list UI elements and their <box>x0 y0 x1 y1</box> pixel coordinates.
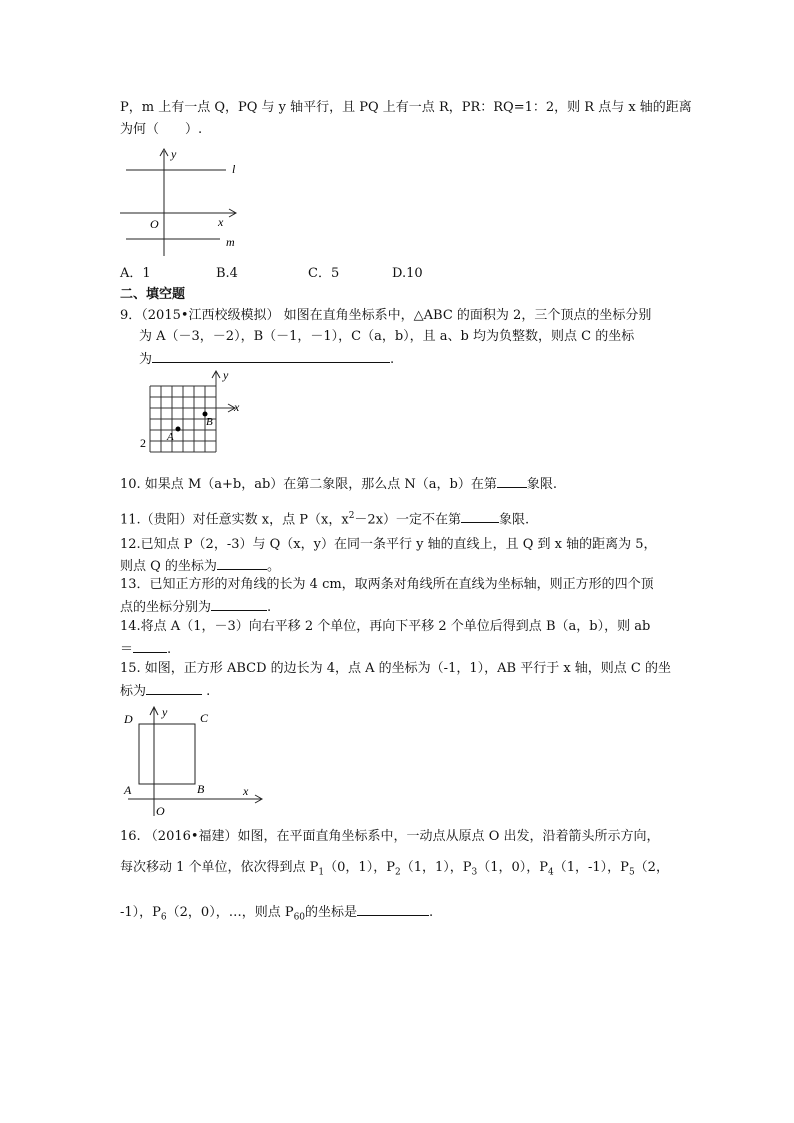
q13-text-line1: 13．已知正方形的对角线的长为 4 cm，取两条对角线所在直线为坐标轴，则正方形的四个顶 <box>120 577 654 592</box>
q15-vertex-a: A <box>124 783 132 797</box>
section-heading-fill-in: 二、填空题 <box>120 287 186 302</box>
q9-left-label: 2 <box>140 436 146 450</box>
q14-answer-blank <box>133 638 167 653</box>
q16-l3-t2: 的坐标是 <box>305 905 358 920</box>
q8-text-line2: 为何（ ）. <box>120 122 203 137</box>
q15-x-axis-label: x <box>243 784 249 798</box>
q16-text-line2 <box>120 858 669 883</box>
q16-l2-t2: （1，1），P <box>400 860 472 875</box>
q11-prefix: 11.（贵阳）对任意实数 x，点 P（x，x <box>120 512 349 528</box>
q15-text-line2 <box>120 680 210 702</box>
q9-line3-suffix: . <box>390 352 395 367</box>
q16-sub-60: 60 <box>293 912 306 923</box>
q15-vertex-c: C <box>200 711 209 725</box>
q16-l3-t1: （2，0），…，则点 P <box>166 905 294 920</box>
q16-l2-t3: （1，0），P <box>477 860 549 875</box>
q8-line-l-label: l <box>232 162 236 176</box>
q16-l2-t1: （0，1），P <box>324 860 395 875</box>
q16-l3-suffix: . <box>429 905 434 920</box>
q9-text-line1: 9．（2015•江西校级模拟） 如图在直角坐标系中，△ABC 的面积为 2，三个顶点的坐标分别 <box>120 308 652 323</box>
q16-sub-3: 3 <box>471 867 478 878</box>
q12-answer-blank <box>217 555 267 570</box>
q14-text-line1: 14.将点 A（1，－3）向右平移 2 个单位，再向下平移 2 个单位后得到点 B（a，b），则 ab <box>120 619 651 634</box>
q15-vertex-b: B <box>197 782 205 796</box>
q9-point-a-label: A <box>167 431 174 443</box>
q12-text-line2 <box>120 555 280 577</box>
q8-option-a: A．1 <box>120 266 151 281</box>
q11-suffix: 象限. <box>499 512 530 528</box>
q16-sub-2: 2 <box>394 867 401 878</box>
q8-option-c: C．5 <box>308 266 340 281</box>
q15-y-axis-label: y <box>162 705 168 719</box>
q16-sub-6: 6 <box>160 912 167 923</box>
q16-sub-5: 5 <box>628 867 635 878</box>
q9-answer-blank <box>152 348 390 363</box>
q15-square <box>139 724 195 784</box>
q9-y-axis-label: y <box>223 368 229 382</box>
q13-line2-suffix: . <box>267 600 272 615</box>
q11-superscript: 2 <box>348 511 355 521</box>
q15-line2-prefix: 标为 <box>120 684 147 699</box>
q15-answer-blank <box>146 680 202 695</box>
q8-options <box>120 264 423 284</box>
q9-point-b-label: B <box>206 416 213 428</box>
q8-option-d: D.10 <box>392 266 423 281</box>
q16-sub-1: 1 <box>318 867 325 878</box>
q11-text <box>120 506 529 530</box>
q8-y-axis-label: y <box>171 147 177 161</box>
q13-answer-blank <box>211 596 267 611</box>
q15-text-line1: 15. 如图，正方形 ABCD 的边长为 4，点 A 的坐标为（-1，1），AB 平行于 x 轴，则点 C 的坐 <box>120 661 671 676</box>
q16-l2-t0: 每次移动 1 个单位，依次得到点 P <box>120 860 319 875</box>
q15-vertex-d: D <box>124 712 133 726</box>
q10-text <box>120 473 557 495</box>
q11-answer-blank <box>461 508 499 523</box>
q8-option-b: B.4 <box>216 266 238 281</box>
q8-origin-label: O <box>150 217 159 231</box>
q8-line-m-label: m <box>226 235 235 249</box>
q16-l2-t4: （1，-1），P <box>553 860 629 875</box>
q16-sub-4: 4 <box>548 867 554 878</box>
q12-line2-prefix: 则点 Q 的坐标为 <box>120 559 217 574</box>
q9-text-line3 <box>139 348 394 370</box>
q16-text-line1: 16. （2016•福建）如图，在平面直角坐标系中，一动点从原点 O 出发，沿着箭头所示方向， <box>120 829 660 844</box>
q9-line3-prefix: 为 <box>139 352 153 367</box>
q12-text-line1: 12.已知点 P（2，-3）与 Q（x，y）在同一条平行 y 轴的直线上，且 Q 到 x 轴的距离为 5， <box>120 537 657 552</box>
q12-line2-suffix: 。 <box>266 559 280 574</box>
q9-point-a-dot <box>176 427 181 432</box>
q14-line2-prefix: ＝ <box>120 642 134 657</box>
q15-origin-label: O <box>156 804 165 818</box>
q16-answer-blank <box>357 901 429 916</box>
q8-x-axis-label: x <box>218 215 224 229</box>
q14-line2-suffix: . <box>167 642 172 657</box>
q8-text-line1: P，m 上有一点 Q，PQ 与 y 轴平行，且 PQ 上有一点 R，PR：RQ=1：2，则 R 点与 x 轴的距离 <box>120 100 692 115</box>
q15-line2-suffix: . <box>206 684 211 699</box>
q13-line2-prefix: 点的坐标分别为 <box>120 600 212 615</box>
q10-prefix: 10. 如果点 M（a+b，ab）在第二象限，那么点 N（a，b）在第 <box>120 477 497 492</box>
q9-text-line2: 为 A（－3，－2），B（－1，－1），C（a，b），且 a、b 均为负整数，则点 C 的坐标 <box>139 329 635 344</box>
q11-middle: －2x）一定不在第 <box>354 512 462 528</box>
q13-text-line2 <box>120 596 271 618</box>
q9-figure <box>134 368 246 454</box>
q15-figure <box>116 704 266 818</box>
q10-answer-blank <box>497 473 527 488</box>
q16-text-line3 <box>120 901 433 928</box>
q8-figure <box>118 144 248 260</box>
q9-x-axis-label: x <box>234 400 240 414</box>
q16-l3-t0: -1），P <box>120 905 161 920</box>
q16-l2-t5: （2， <box>634 860 669 875</box>
q10-suffix: 象限. <box>526 477 558 492</box>
q14-text-line2 <box>120 638 171 660</box>
